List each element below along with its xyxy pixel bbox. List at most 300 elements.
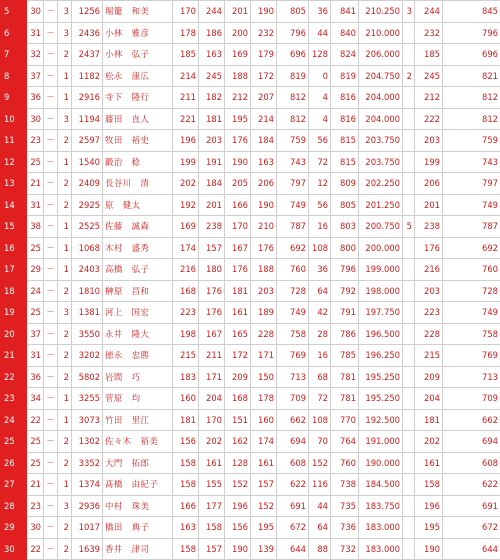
game2-score-cell: 176	[199, 280, 225, 302]
player-name-cell: 牧田 裕史	[103, 130, 173, 152]
rank-cell: 11	[1, 130, 27, 152]
game1-score-cell: 196	[173, 130, 199, 152]
handicap-cell: 16	[309, 216, 331, 238]
game3-score-cell: 170	[225, 216, 251, 238]
player-name-cell: 榊原 昌和	[103, 280, 173, 302]
game2-score-cell: 245	[199, 65, 225, 87]
handicap-cell: 72	[309, 151, 331, 173]
member-id-cell: 2436	[72, 22, 103, 44]
extra-count-cell: 5	[403, 216, 415, 238]
scratch-total-cell: 821	[443, 65, 500, 87]
age-cell: 31	[27, 22, 44, 44]
group-cell: 2	[58, 452, 72, 474]
game1-score-cell: 214	[173, 65, 199, 87]
age-cell: 29	[27, 259, 44, 281]
total-score-cell: 819	[277, 65, 309, 87]
player-name-cell: 岩間 巧	[103, 366, 173, 388]
total-score-cell: 709	[277, 388, 309, 410]
extra-count-cell: 2	[403, 65, 415, 87]
high-game-cell: 203	[415, 130, 443, 152]
game1-score-cell: 169	[173, 216, 199, 238]
total-with-handicap-cell: 824	[331, 44, 359, 66]
total-score-cell: 796	[277, 22, 309, 44]
table-row	[1, 87, 500, 109]
extra-count-cell	[403, 151, 415, 173]
game2-score-cell: 186	[199, 22, 225, 44]
game2-score-cell: 203	[199, 130, 225, 152]
game1-score-cell: 156	[173, 431, 199, 453]
group-cell: 1	[58, 409, 72, 431]
group-cell: 2	[58, 280, 72, 302]
scratch-total-cell: 845	[443, 1, 500, 23]
extra-count-cell	[403, 323, 415, 345]
game4-score-cell: 150	[251, 366, 277, 388]
game2-score-cell: 176	[199, 302, 225, 324]
table-row	[1, 44, 500, 66]
separator-cell: －	[44, 345, 58, 367]
total-score-cell: 691	[277, 495, 309, 517]
rank-cell: 24	[1, 409, 27, 431]
game3-score-cell: 181	[225, 280, 251, 302]
game4-score-cell: 163	[251, 151, 277, 173]
separator-cell: －	[44, 538, 58, 560]
member-id-cell: 1182	[72, 65, 103, 87]
player-name-cell: 香井 津司	[103, 538, 173, 560]
total-with-handicap-cell: 840	[331, 22, 359, 44]
rank-cell: 27	[1, 474, 27, 496]
game2-score-cell: 167	[199, 323, 225, 345]
high-game-cell: 176	[415, 237, 443, 259]
table-row	[1, 452, 500, 474]
extra-count-cell	[403, 431, 415, 453]
game3-score-cell: 152	[225, 474, 251, 496]
high-game-cell: 185	[415, 44, 443, 66]
game3-score-cell: 167	[225, 237, 251, 259]
separator-cell: －	[44, 1, 58, 23]
game1-score-cell: 221	[173, 108, 199, 130]
total-with-handicap-cell: 815	[331, 151, 359, 173]
age-cell: 23	[27, 130, 44, 152]
extra-count-cell	[403, 237, 415, 259]
separator-cell: －	[44, 216, 58, 238]
game4-score-cell: 228	[251, 323, 277, 345]
extra-count-cell	[403, 388, 415, 410]
player-name-cell: 菅原 均	[103, 388, 173, 410]
game4-score-cell: 188	[251, 259, 277, 281]
group-cell: 2	[58, 366, 72, 388]
game4-score-cell: 179	[251, 44, 277, 66]
game1-score-cell: 185	[173, 44, 199, 66]
table-row	[1, 431, 500, 453]
high-game-cell: 209	[415, 366, 443, 388]
total-score-cell: 622	[277, 474, 309, 496]
player-name-cell: 徳永 忠勝	[103, 345, 173, 367]
player-name-cell: 鍛治 稔	[103, 151, 173, 173]
scratch-total-cell: 787	[443, 216, 500, 238]
scratch-total-cell: 696	[443, 44, 500, 66]
game4-score-cell: 172	[251, 65, 277, 87]
group-cell: 1	[58, 87, 72, 109]
game3-score-cell: 195	[225, 108, 251, 130]
game3-score-cell: 161	[225, 302, 251, 324]
extra-count-cell	[403, 87, 415, 109]
total-score-cell: 743	[277, 151, 309, 173]
total-with-handicap-cell: 735	[331, 495, 359, 517]
player-name-cell: 河上 国宏	[103, 302, 173, 324]
handicap-cell: 64	[309, 280, 331, 302]
total-score-cell: 787	[277, 216, 309, 238]
group-cell: 2	[58, 323, 72, 345]
rank-cell: 5	[1, 1, 27, 23]
table-row	[1, 388, 500, 410]
table-row	[1, 409, 500, 431]
table-row	[1, 345, 500, 367]
extra-count-cell	[403, 44, 415, 66]
group-cell: 3	[58, 22, 72, 44]
player-name-cell: 藤田 直人	[103, 108, 173, 130]
game4-score-cell: 174	[251, 431, 277, 453]
total-score-cell: 608	[277, 452, 309, 474]
age-cell: 21	[27, 173, 44, 195]
average-cell: 195.250	[359, 388, 403, 410]
game2-score-cell: 181	[199, 108, 225, 130]
high-game-cell: 195	[415, 517, 443, 539]
scratch-total-cell: 812	[443, 87, 500, 109]
high-game-cell: 196	[415, 495, 443, 517]
group-cell: 2	[58, 194, 72, 216]
total-with-handicap-cell: 764	[331, 431, 359, 453]
scratch-total-cell: 749	[443, 302, 500, 324]
scratch-total-cell: 644	[443, 538, 500, 560]
average-cell: 198.000	[359, 280, 403, 302]
average-cell: 192.500	[359, 409, 403, 431]
group-cell: 1	[58, 388, 72, 410]
separator-cell: －	[44, 44, 58, 66]
separator-cell: －	[44, 130, 58, 152]
handicap-cell: 108	[309, 237, 331, 259]
total-with-handicap-cell: 736	[331, 517, 359, 539]
total-with-handicap-cell: 792	[331, 280, 359, 302]
scratch-total-cell: 728	[443, 280, 500, 302]
game1-score-cell: 181	[173, 409, 199, 431]
rank-cell: 21	[1, 345, 27, 367]
table-row	[1, 151, 500, 173]
game1-score-cell: 202	[173, 173, 199, 195]
handicap-cell: 64	[309, 517, 331, 539]
game4-score-cell: 232	[251, 22, 277, 44]
average-cell: 184.500	[359, 474, 403, 496]
game3-score-cell: 176	[225, 130, 251, 152]
game2-score-cell: 201	[199, 194, 225, 216]
scratch-total-cell: 749	[443, 194, 500, 216]
game1-score-cell: 199	[173, 151, 199, 173]
total-with-handicap-cell: 805	[331, 194, 359, 216]
rank-cell: 18	[1, 280, 27, 302]
player-name-cell: 寺下 隆行	[103, 87, 173, 109]
age-cell: 25	[27, 237, 44, 259]
high-game-cell: 222	[415, 108, 443, 130]
separator-cell: －	[44, 495, 58, 517]
scratch-total-cell: 743	[443, 151, 500, 173]
player-name-cell: 中村 珠美	[103, 495, 173, 517]
scratch-total-cell: 692	[443, 237, 500, 259]
player-name-cell: 永井 隆大	[103, 323, 173, 345]
scratch-total-cell: 713	[443, 366, 500, 388]
extra-count-cell	[403, 302, 415, 324]
member-id-cell: 1639	[72, 538, 103, 560]
total-score-cell: 812	[277, 87, 309, 109]
table-row	[1, 108, 500, 130]
total-score-cell: 805	[277, 1, 309, 23]
handicap-cell: 128	[309, 44, 331, 66]
player-name-cell: 松永 康広	[103, 65, 173, 87]
game1-score-cell: 158	[173, 538, 199, 560]
age-cell: 36	[27, 366, 44, 388]
total-score-cell: 694	[277, 431, 309, 453]
extra-count-cell	[403, 452, 415, 474]
game3-score-cell: 201	[225, 1, 251, 23]
game4-score-cell: 171	[251, 345, 277, 367]
separator-cell: －	[44, 474, 58, 496]
rank-cell: 19	[1, 302, 27, 324]
group-cell: 1	[58, 151, 72, 173]
total-score-cell: 749	[277, 302, 309, 324]
player-name-cell: 佐々木 裕美	[103, 431, 173, 453]
game3-score-cell: 166	[225, 194, 251, 216]
game2-score-cell: 171	[199, 366, 225, 388]
total-with-handicap-cell: 738	[331, 474, 359, 496]
age-cell: 30	[27, 1, 44, 23]
separator-cell: －	[44, 194, 58, 216]
table-row	[1, 216, 500, 238]
game1-score-cell: 183	[173, 366, 199, 388]
extra-count-cell	[403, 345, 415, 367]
handicap-cell: 56	[309, 194, 331, 216]
game4-score-cell: 178	[251, 388, 277, 410]
scratch-total-cell: 622	[443, 474, 500, 496]
separator-cell: －	[44, 87, 58, 109]
separator-cell: －	[44, 65, 58, 87]
game2-score-cell: 180	[199, 259, 225, 281]
game4-score-cell: 184	[251, 130, 277, 152]
member-id-cell: 1810	[72, 280, 103, 302]
game3-score-cell: 188	[225, 65, 251, 87]
player-name-cell: 堀籠 和美	[103, 1, 173, 23]
rank-cell: 7	[1, 44, 27, 66]
game2-score-cell: 244	[199, 1, 225, 23]
age-cell: 34	[27, 388, 44, 410]
separator-cell: －	[44, 452, 58, 474]
game4-score-cell: 206	[251, 173, 277, 195]
table-row	[1, 474, 500, 496]
total-with-handicap-cell: 786	[331, 323, 359, 345]
group-cell: 2	[58, 431, 72, 453]
game2-score-cell: 211	[199, 345, 225, 367]
total-with-handicap-cell: 781	[331, 366, 359, 388]
handicap-cell: 70	[309, 431, 331, 453]
total-score-cell: 728	[277, 280, 309, 302]
game3-score-cell: 169	[225, 44, 251, 66]
handicap-cell: 108	[309, 409, 331, 431]
age-cell: 25	[27, 151, 44, 173]
member-id-cell: 2409	[72, 173, 103, 195]
rank-cell: 26	[1, 452, 27, 474]
game2-score-cell: 157	[199, 237, 225, 259]
member-id-cell: 1540	[72, 151, 103, 173]
average-cell: 191.000	[359, 431, 403, 453]
game1-score-cell: 166	[173, 495, 199, 517]
scratch-total-cell: 769	[443, 345, 500, 367]
total-with-handicap-cell: 770	[331, 409, 359, 431]
age-cell: 37	[27, 65, 44, 87]
game2-score-cell: 184	[199, 173, 225, 195]
group-cell: 1	[58, 474, 72, 496]
average-cell: 206.000	[359, 44, 403, 66]
rank-cell: 22	[1, 366, 27, 388]
separator-cell: －	[44, 323, 58, 345]
high-game-cell: 204	[415, 388, 443, 410]
age-cell: 38	[27, 216, 44, 238]
rank-cell: 23	[1, 388, 27, 410]
age-cell: 32	[27, 44, 44, 66]
game1-score-cell: 198	[173, 323, 199, 345]
group-cell: 3	[58, 495, 72, 517]
game1-score-cell: 168	[173, 280, 199, 302]
game4-score-cell: 160	[251, 409, 277, 431]
game4-score-cell: 157	[251, 474, 277, 496]
total-with-handicap-cell: 796	[331, 259, 359, 281]
table-row	[1, 22, 500, 44]
total-with-handicap-cell: 803	[331, 216, 359, 238]
rank-cell: 16	[1, 237, 27, 259]
age-cell: 25	[27, 302, 44, 324]
game2-score-cell: 158	[199, 517, 225, 539]
total-score-cell: 812	[277, 108, 309, 130]
scratch-total-cell: 608	[443, 452, 500, 474]
average-cell: 204.750	[359, 65, 403, 87]
total-with-handicap-cell: 816	[331, 87, 359, 109]
player-name-cell: 大門 拓郎	[103, 452, 173, 474]
table-row	[1, 538, 500, 560]
high-game-cell: 203	[415, 280, 443, 302]
player-name-cell: 橋田 典子	[103, 517, 173, 539]
table-row	[1, 65, 500, 87]
table-row	[1, 302, 500, 324]
game4-score-cell: 161	[251, 452, 277, 474]
game3-score-cell: 176	[225, 259, 251, 281]
member-id-cell: 5802	[72, 366, 103, 388]
player-name-cell: 原 健太	[103, 194, 173, 216]
rank-cell: 9	[1, 87, 27, 109]
age-cell: 22	[27, 538, 44, 560]
game3-score-cell: 168	[225, 388, 251, 410]
group-cell: 3	[58, 1, 72, 23]
scratch-total-cell: 672	[443, 517, 500, 539]
total-score-cell: 760	[277, 259, 309, 281]
average-cell: 210.250	[359, 1, 403, 23]
high-game-cell: 244	[415, 1, 443, 23]
group-cell: 2	[58, 130, 72, 152]
game1-score-cell: 215	[173, 345, 199, 367]
member-id-cell: 1374	[72, 474, 103, 496]
game2-score-cell: 182	[199, 87, 225, 109]
rank-cell: 13	[1, 173, 27, 195]
game3-score-cell: 165	[225, 323, 251, 345]
total-with-handicap-cell: 816	[331, 108, 359, 130]
handicap-cell: 44	[309, 22, 331, 44]
handicap-cell: 88	[309, 538, 331, 560]
player-name-cell: 佐藤 誠森	[103, 216, 173, 238]
scratch-total-cell: 709	[443, 388, 500, 410]
age-cell: 31	[27, 194, 44, 216]
average-cell: 204.000	[359, 87, 403, 109]
handicap-cell: 4	[309, 108, 331, 130]
extra-count-cell	[403, 366, 415, 388]
handicap-cell: 72	[309, 388, 331, 410]
game3-score-cell: 162	[225, 431, 251, 453]
member-id-cell: 2403	[72, 259, 103, 281]
handicap-cell: 44	[309, 495, 331, 517]
game1-score-cell: 158	[173, 474, 199, 496]
rank-cell: 12	[1, 151, 27, 173]
high-game-cell: 206	[415, 173, 443, 195]
age-cell: 31	[27, 345, 44, 367]
average-cell: 199.000	[359, 259, 403, 281]
average-cell: 203.750	[359, 151, 403, 173]
table-row	[1, 237, 500, 259]
game1-score-cell: 223	[173, 302, 199, 324]
game4-score-cell: 207	[251, 87, 277, 109]
handicap-cell: 36	[309, 1, 331, 23]
total-with-handicap-cell: 819	[331, 65, 359, 87]
average-cell: 196.500	[359, 323, 403, 345]
high-game-cell: 181	[415, 409, 443, 431]
total-with-handicap-cell: 809	[331, 173, 359, 195]
game3-score-cell: 205	[225, 173, 251, 195]
handicap-cell: 116	[309, 474, 331, 496]
handicap-cell: 12	[309, 173, 331, 195]
game3-score-cell: 196	[225, 495, 251, 517]
total-score-cell: 696	[277, 44, 309, 66]
member-id-cell: 3255	[72, 388, 103, 410]
game4-score-cell: 195	[251, 517, 277, 539]
total-score-cell: 759	[277, 130, 309, 152]
game2-score-cell: 163	[199, 44, 225, 66]
separator-cell: －	[44, 517, 58, 539]
separator-cell: －	[44, 151, 58, 173]
game2-score-cell: 204	[199, 388, 225, 410]
rank-cell: 14	[1, 194, 27, 216]
extra-count-cell	[403, 194, 415, 216]
game1-score-cell: 174	[173, 237, 199, 259]
age-cell: 24	[27, 280, 44, 302]
game3-score-cell: 128	[225, 452, 251, 474]
scratch-total-cell: 694	[443, 431, 500, 453]
member-id-cell: 1017	[72, 517, 103, 539]
table-row	[1, 1, 500, 23]
age-cell: 22	[27, 409, 44, 431]
table-row	[1, 194, 500, 216]
separator-cell: －	[44, 259, 58, 281]
total-with-handicap-cell: 760	[331, 452, 359, 474]
handicap-cell: 68	[309, 366, 331, 388]
average-cell: 183.750	[359, 495, 403, 517]
age-cell: 37	[27, 323, 44, 345]
member-id-cell: 3352	[72, 452, 103, 474]
extra-count-cell	[403, 538, 415, 560]
rank-cell: 28	[1, 495, 27, 517]
rank-cell: 25	[1, 431, 27, 453]
